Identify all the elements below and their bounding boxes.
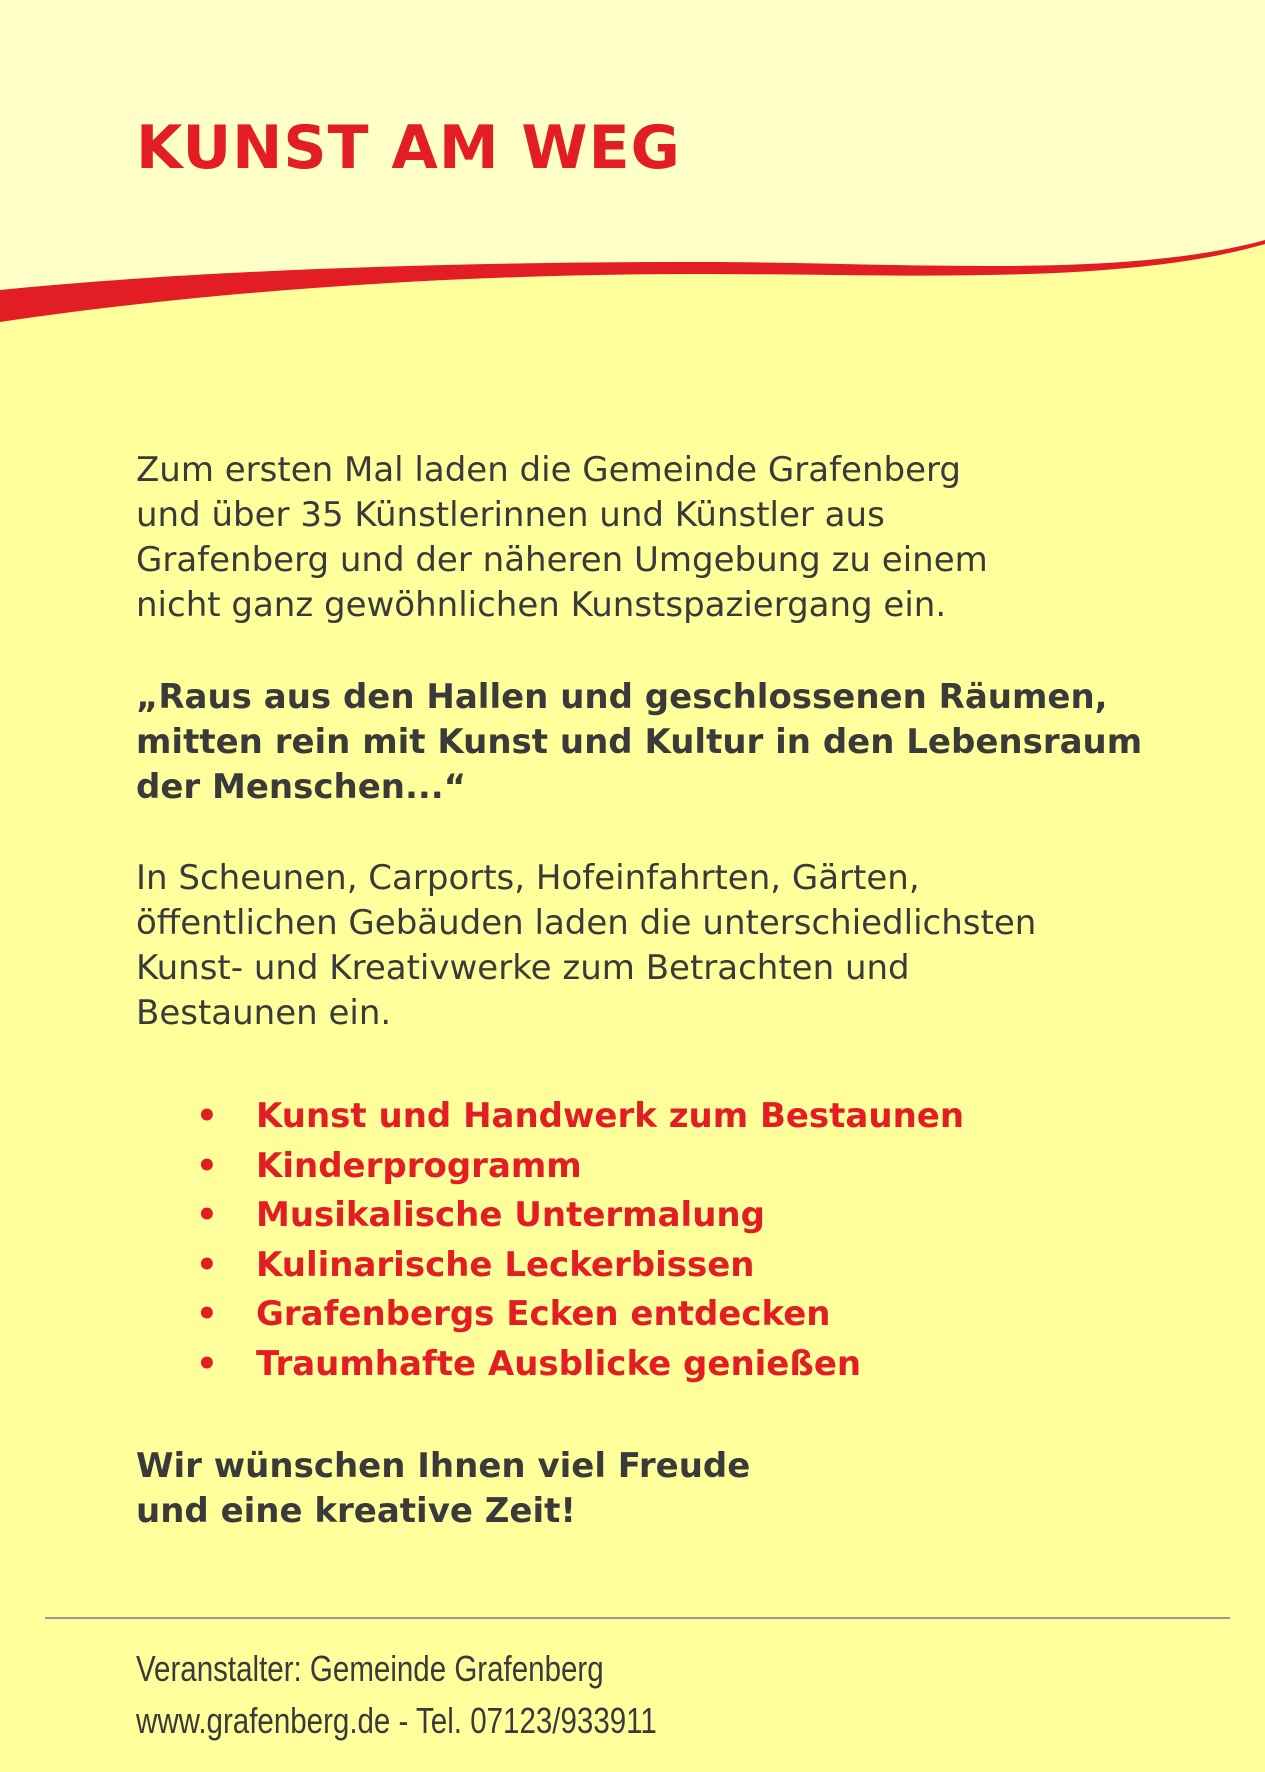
list-item [196, 1290, 964, 1340]
intro-paragraph: Zum ersten Mal laden die Gemeinde Grafenberg und über 35 Künstlerinnen und Künstler aus Grafenberg und der näheren Umgebung zu einem nicht ganz gewöhnlichen Kunstspaziergang ein. [136, 450, 988, 625]
page-title: KUNST AM WEG [136, 113, 681, 183]
footer-contact: www.grafenberg.de - Tel. 07123/933911 [136, 1700, 657, 1741]
closing-paragraph: Wir wünschen Ihnen viel Freude und eine kreative Zeit! [136, 1446, 751, 1531]
list-item [196, 1191, 964, 1241]
list-item [196, 1241, 964, 1291]
description-paragraph: In Scheunen, Carports, Hofeinfahrten, Gärten, öffentlichen Gebäuden laden die unterschiedlichsten Kunst- und Kreativwerke zum Betrachten und Bestaunen ein. [136, 858, 1037, 1033]
highlights-list [196, 1092, 964, 1390]
bullet-icon: • [196, 1096, 218, 1136]
quote-paragraph: „Raus aus den Hallen und geschlossenen Räumen, mitten rein mit Kunst und Kultur in den Lebensraum der Menschen...“ [136, 677, 1143, 807]
list-item [196, 1340, 964, 1390]
highlight-label: Musikalische Untermalung [256, 1195, 765, 1236]
bullet-icon: • [196, 1343, 218, 1384]
bullet-icon: • [196, 1244, 218, 1285]
bullet-icon: • [196, 1145, 218, 1186]
highlight-label: Kunst und Handwerk zum Bestaunen [256, 1096, 965, 1136]
bullet-icon: • [196, 1195, 218, 1236]
footer-organizer: Veranstalter: Gemeinde Grafenberg [136, 1648, 604, 1689]
highlight-label: Grafenbergs Ecken entdecken [256, 1294, 831, 1335]
highlight-label: Traumhafte Ausblicke genießen [256, 1343, 862, 1384]
highlight-label: Kulinarische Leckerbissen [256, 1244, 755, 1285]
highlight-label: Kinderprogramm [256, 1145, 582, 1186]
list-item [196, 1142, 964, 1192]
footer-divider [45, 1617, 1230, 1619]
list-item [196, 1092, 964, 1142]
bullet-icon: • [196, 1294, 218, 1335]
